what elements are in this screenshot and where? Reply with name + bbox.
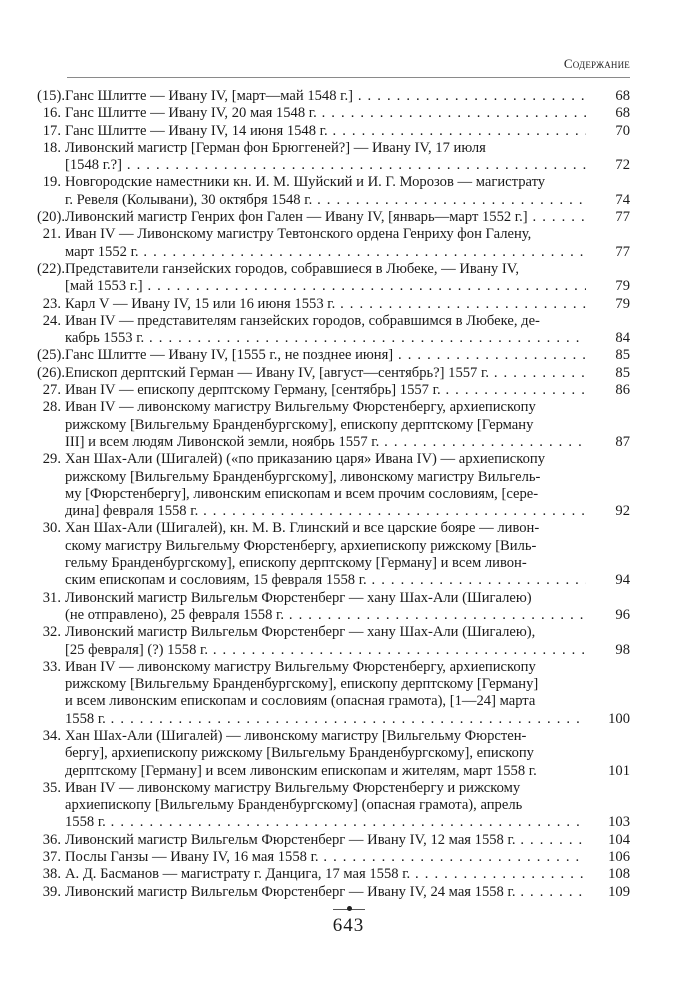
- toc-entry-line: скому магистру Вильгельму Фюрстенбергу, архиепископу рижскому [Виль-: [65, 537, 537, 554]
- toc-entry-number: 37.: [42, 849, 61, 866]
- toc-entry-number: 16.: [42, 105, 61, 122]
- folio-ornament-dot: [347, 906, 352, 911]
- toc-entry-line: Иван IV — ливонскому магистру Вильгельму Фюрстенбергу, архиепископу: [65, 658, 536, 675]
- toc-entry-page: 108: [608, 866, 630, 883]
- toc-entry: [37, 590, 630, 625]
- toc-entry: [37, 365, 630, 382]
- toc-entry-page: 85: [615, 364, 630, 381]
- dot-leader: [312, 192, 586, 208]
- toc-entry-line: дерптскому [Герману] и всем ливонским епископам и жителям, март 1558 г.: [65, 762, 537, 779]
- toc-entry-page: 74: [615, 191, 630, 208]
- toc-entry: [37, 296, 630, 313]
- toc-entry-line: 1558 г.: [65, 814, 106, 831]
- toc-entry-number: 34.: [42, 727, 61, 744]
- dot-leader: [379, 434, 586, 450]
- toc-entry-number: 38.: [42, 866, 61, 883]
- toc-entry-line: Ливонский магистр Вильгельм Фюрстенберг — Ивану IV, 12 мая 1558 г.: [65, 831, 516, 848]
- toc-entry-number: (15).: [37, 88, 65, 104]
- toc-entry-title: [61, 451, 592, 520]
- toc-entry-line: Хан Шах-Али (Шигалей) — ливонскому магистру [Вильгельму Фюрстен-: [65, 727, 527, 744]
- toc-entry: [37, 226, 630, 261]
- toc-entry-line: Карл V — Ивану IV, 15 или 16 июня 1553 г.: [65, 295, 336, 312]
- toc-entry-page: 68: [615, 88, 630, 104]
- toc-entry-line: март 1552 г.: [65, 243, 139, 260]
- toc-entry-line: Ганс Шлитте — Ивану IV, [1555 г., не позднее июня]: [65, 347, 394, 364]
- toc-entry-title: [61, 209, 592, 226]
- toc-entry-title: [61, 123, 592, 140]
- toc-entry-title: [61, 313, 592, 348]
- toc-entry-line: Ганс Шлитте — Ивану IV, [март—май 1548 г.]: [65, 88, 354, 104]
- toc-entry-number: (22).: [37, 260, 65, 277]
- dot-leader: [106, 814, 586, 830]
- toc-entry-number: (25).: [37, 347, 65, 364]
- dot-leader: [139, 244, 586, 260]
- toc-entry-page: 94: [615, 572, 630, 589]
- toc-entry-line: [1548 г.?]: [65, 157, 123, 174]
- page-number: 643: [332, 915, 365, 936]
- toc-entry-title: [61, 399, 592, 451]
- dot-leader: [106, 711, 586, 727]
- toc-entry: [37, 347, 630, 364]
- toc-entry-number: 19.: [42, 174, 61, 191]
- toc-entry-title: [61, 140, 592, 175]
- toc-entry: [37, 313, 630, 348]
- toc-entry-line: му [Фюрстенбергу], ливонским епископам и всем прочим сословиям, [сере-: [65, 485, 539, 502]
- toc-entry: [37, 174, 630, 209]
- dot-leader: [319, 849, 586, 865]
- dot-leader: [198, 503, 586, 519]
- dot-leader: [489, 365, 586, 381]
- toc-entry: [37, 399, 630, 451]
- toc-entry-page: 109: [608, 883, 630, 900]
- toc-entry-line: Иван IV — Ливонскому магистру Тевтонского ордена Генриху фон Галену,: [65, 226, 532, 243]
- toc-entry-number: 32.: [42, 624, 61, 641]
- toc-entry-page: 104: [608, 831, 630, 848]
- toc-entry-title: [61, 174, 592, 209]
- toc-entry-line: Епископ дерптский Герман — Ивану IV, [август—сентябрь?] 1557 г.: [65, 364, 489, 381]
- toc-entry-line: Послы Ганзы — Ивану IV, 16 мая 1558 г.: [65, 849, 319, 866]
- toc-entry-number: 29.: [42, 451, 61, 468]
- toc-entry-number: 31.: [42, 589, 61, 606]
- toc-entry-page: 103: [608, 814, 630, 831]
- toc-entry-page: 84: [615, 330, 630, 347]
- toc-entry-title: [61, 347, 592, 364]
- toc-entry-page: 92: [615, 503, 630, 520]
- toc-entry-number: 35.: [42, 779, 61, 796]
- dot-leader: [144, 330, 586, 346]
- toc-entry-line: Хан Шах-Али (Шигалей) («по приказанию царя» Ивана IV) — архиепископу: [65, 451, 546, 468]
- toc-entry-line: Ганс Шлитте — Ивану IV, 14 июня 1548 г.: [65, 122, 328, 139]
- dot-leader: [515, 884, 586, 900]
- toc-entry: [37, 382, 630, 399]
- toc-entry-number: 23.: [42, 295, 61, 312]
- toc-entry-title: [61, 382, 592, 399]
- toc-entry-page: 86: [615, 382, 630, 399]
- toc-entry: [37, 209, 630, 226]
- toc-entry-line: и всем ливонским епископам и сословиям (опасная грамота), [1—24] марта: [65, 693, 536, 710]
- toc-entry-line: Иван IV — ливонскому магистру Вильгельму Фюрстенбергу и рижскому: [65, 779, 521, 796]
- toc-entry: [37, 520, 630, 589]
- toc-entry-page: 98: [615, 641, 630, 658]
- toc-entry-line: Новгородские наместники кн. И. М. Шуйский и И. Г. Морозов — магистрату: [65, 174, 546, 191]
- toc-entry-line: 1558 г.: [65, 710, 106, 727]
- toc-entry: [37, 728, 630, 780]
- toc-entry-page: 68: [615, 105, 630, 122]
- toc-entry-title: [61, 849, 592, 866]
- toc-entry-page: 79: [615, 278, 630, 295]
- toc-entry-line: Ганс Шлитте — Ивану IV, 20 мая 1548 г.: [65, 105, 317, 122]
- table-of-contents: [37, 88, 630, 901]
- toc-entry: [37, 261, 630, 296]
- toc-entry-line: Ливонский магистр Вильгельм Фюрстенберг — хану Шах-Али (Шигалею),: [65, 624, 536, 641]
- dot-leader: [284, 607, 586, 623]
- toc-entry-number: (20).: [37, 209, 65, 226]
- toc-entry-line: А. Д. Басманов — магистрату г. Данцига, 17 мая 1558 г.: [65, 866, 411, 883]
- toc-entry-page: 101: [608, 762, 630, 779]
- header-rule: [67, 77, 630, 78]
- toc-entry-page: 100: [608, 710, 630, 727]
- dot-leader: [441, 382, 586, 398]
- toc-entry-number: 21.: [42, 226, 61, 243]
- toc-entry: [37, 780, 630, 832]
- toc-entry-page: 72: [615, 157, 630, 174]
- toc-entry-number: 27.: [42, 382, 61, 399]
- toc-entry: [37, 849, 630, 866]
- toc-entry: [37, 451, 630, 520]
- toc-entry-line: рижскому [Вильгельму Бранденбургскому], епископу дерптскому [Герману: [65, 416, 534, 433]
- toc-entry-title: [61, 832, 592, 849]
- toc-entry: [37, 140, 630, 175]
- toc-entry-page: 79: [615, 295, 630, 312]
- toc-entry: [37, 88, 630, 105]
- toc-entry-page: 70: [615, 122, 630, 139]
- toc-entry-title: [61, 728, 592, 780]
- toc-entry-line: г. Ревеля (Колывани), 30 октября 1548 г.: [65, 191, 313, 208]
- toc-entry-title: [61, 866, 592, 883]
- dot-leader: [335, 296, 586, 312]
- running-head-title: Содержание: [563, 56, 630, 71]
- toc-entry-line: Ливонский магистр Вильгельм Фюрстенберг — хану Шах-Али (Шигалею): [65, 589, 532, 606]
- toc-entry-title: [61, 624, 592, 659]
- toc-entry: [37, 123, 630, 140]
- dot-leader: [353, 88, 586, 104]
- toc-entry-line: Ливонский магистр [Герман фон Брюггеней?] — Ивану IV, 17 июля: [65, 139, 486, 156]
- toc-entry-page: 77: [615, 209, 630, 226]
- toc-entry-page: 106: [608, 849, 630, 866]
- toc-entry-number: 39.: [42, 883, 61, 900]
- toc-entry-number: (26).: [37, 364, 65, 381]
- toc-entry-page: 77: [615, 243, 630, 260]
- toc-entry-line: Иван IV — епископу дерптскому Герману, [сентябрь] 1557 г.: [65, 382, 441, 399]
- toc-entry-title: [61, 105, 592, 122]
- dot-leader: [393, 347, 586, 363]
- dot-leader: [317, 105, 586, 121]
- toc-entry-number: 18.: [42, 139, 61, 156]
- toc-entry-line: Ливонский магистр Генрих фон Гален — Ивану IV, [январь—март 1552 г.]: [65, 209, 528, 226]
- toc-entry-line: кабрь 1553 г.: [65, 330, 145, 347]
- toc-entry-line: рижскому [Вильгельму Бранденбургскому], епископу дерптскому [Герману]: [65, 676, 539, 693]
- toc-entry-title: [61, 659, 592, 728]
- toc-entry-line: гельму Бранденбургскому], епископу дерптскому [Герману] и всем ливон-: [65, 555, 527, 572]
- toc-entry-title: [61, 88, 592, 105]
- toc-entry-number: 24.: [42, 312, 61, 329]
- toc-entry-line: (не отправлено), 25 февраля 1558 г.: [65, 606, 285, 623]
- toc-entry: [37, 866, 630, 883]
- toc-entry-number: 30.: [42, 520, 61, 537]
- toc-entry-line: III] и всем людям Ливонской земли, ноябрь 1557 г.: [65, 433, 380, 450]
- toc-entry-line: ским епископам и сословиям, 15 февраля 1558 г.: [65, 572, 367, 589]
- toc-entry-line: Иван IV — представителям ганзейских городов, собравшимся в Любеке, де-: [65, 312, 540, 329]
- toc-entry: [37, 659, 630, 728]
- toc-entry-line: архиепископу [Вильгельму Бранденбургскому] (опасная грамота), апрель: [65, 797, 523, 814]
- toc-entry-page: 87: [615, 433, 630, 450]
- dot-leader: [122, 157, 586, 173]
- dot-leader: [410, 866, 586, 882]
- toc-entry-page: 96: [615, 606, 630, 623]
- toc-entry-line: дина] февраля 1558 г.: [65, 503, 199, 520]
- toc-entry-line: [май 1553 г.]: [65, 278, 143, 295]
- toc-entry: [37, 105, 630, 122]
- dot-leader: [367, 572, 586, 588]
- toc-entry-line: Представители ганзейских городов, собравшиеся в Любеке, — Ивану IV,: [65, 260, 520, 277]
- toc-entry-title: [61, 520, 592, 589]
- toc-entry-line: Иван IV — ливонскому магистру Вильгельму Фюрстенбергу, архиепископу: [65, 399, 536, 416]
- toc-entry: [37, 832, 630, 849]
- dot-leader: [328, 123, 586, 139]
- toc-entry-line: Хан Шах-Али (Шигалей), кн. М. В. Глинский и все царские бояре — ливон-: [65, 520, 540, 537]
- toc-entry-title: [61, 884, 592, 901]
- toc-entry-title: [61, 226, 592, 261]
- toc-entry-title: [61, 365, 592, 382]
- dot-leader: [515, 832, 586, 848]
- toc-entry-title: [61, 590, 592, 625]
- dot-leader: [143, 278, 586, 294]
- toc-entry-page: 85: [615, 347, 630, 364]
- toc-entry-line: бергу], архиепископу рижскому [Вильгельму Бранденбургскому], епископу: [65, 745, 534, 762]
- toc-entry-number: 28.: [42, 399, 61, 416]
- toc-entry-number: 33.: [42, 658, 61, 675]
- toc-entry-title: [61, 261, 592, 296]
- toc-entry-title: [61, 780, 592, 832]
- toc-entry-number: 36.: [42, 831, 61, 848]
- toc-entry-number: 17.: [42, 122, 61, 139]
- toc-entry-line: Ливонский магистр Вильгельм Фюрстенберг — Ивану IV, 24 мая 1558 г.: [65, 883, 516, 900]
- dot-leader: [208, 642, 586, 658]
- toc-entry-line: [25 февраля] (?) 1558 г.: [65, 641, 209, 658]
- dot-leader: [528, 209, 586, 225]
- toc-entry-title: [61, 296, 592, 313]
- toc-entry: [37, 624, 630, 659]
- toc-entry: [37, 884, 630, 901]
- toc-entry-line: рижскому [Вильгельму Бранденбургскому], ливонскому магистру Вильгель-: [65, 468, 541, 485]
